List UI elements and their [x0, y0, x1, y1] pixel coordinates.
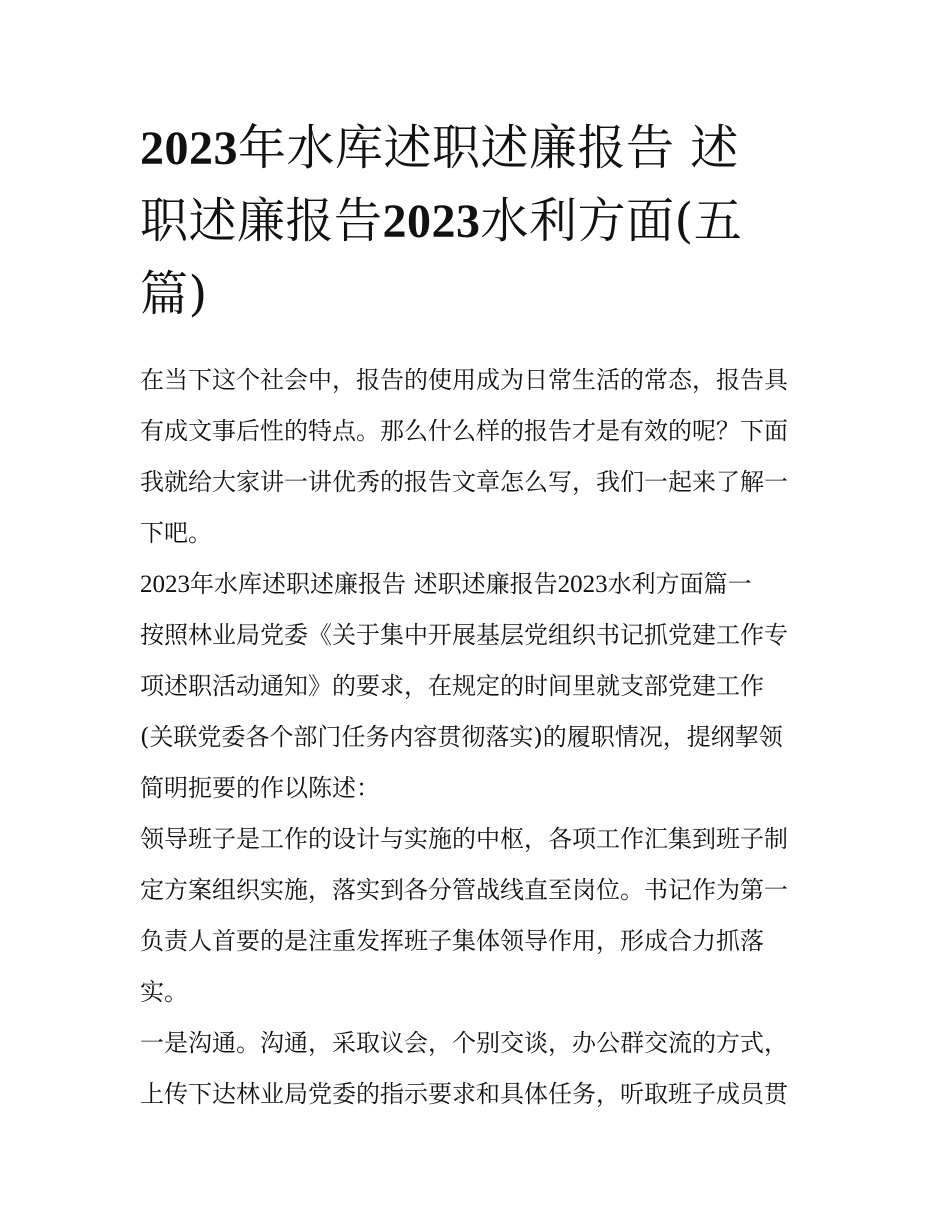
- title-text: 篇): [140, 266, 208, 322]
- body-line: 上传下达林业局党委的指示要求和具体任务，听取班子成员贯: [140, 1080, 788, 1108]
- document-body: [140, 355, 830, 1120]
- section-year: 2023: [140, 571, 190, 598]
- title-text: 职述廉报告: [140, 193, 383, 249]
- section-text: 水利方面篇一: [607, 570, 752, 598]
- title-line: [140, 185, 820, 258]
- body-line: 我就给大家讲一讲优秀的报告文章怎么写，我们一起来了解一: [140, 468, 788, 496]
- body-line: 在当下这个社会中，报告的使用成为日常生活的常态，报告具: [140, 366, 788, 394]
- document-title: [140, 112, 820, 330]
- body-line: 项述职活动通知》的要求，在规定的时间里就支部党建工作: [140, 672, 764, 700]
- title-text: 年水库述职述廉报告 述: [238, 120, 739, 176]
- title-line: [140, 112, 820, 185]
- body-line: 一是沟通。沟通，采取议会，个别交谈，办公群交流的方式，: [140, 1029, 788, 1057]
- section-year: 2023: [557, 571, 608, 598]
- body-line: 定方案组织实施，落实到各分管战线直至岗位。书记作为第一: [140, 876, 788, 904]
- body-line: (关联党委各个部门任务内容贯彻落实)的履职情况，提纲挈领: [140, 723, 783, 751]
- section-text: 年水库述职述廉报告 述职述廉报告: [190, 570, 558, 598]
- title-year: 2023: [140, 122, 238, 175]
- title-year: 2023: [382, 195, 481, 248]
- section-heading: [140, 559, 830, 610]
- body-line: 按照林业局党委《关于集中开展基层党组织书记抓党建工作专: [140, 621, 788, 649]
- title-line: [140, 258, 820, 330]
- body-line: 负责人首要的是注重发挥班子集体领导作用，形成合力抓落: [140, 927, 764, 955]
- body-line: 领导班子是工作的设计与实施的中枢，各项工作汇集到班子制: [140, 825, 788, 853]
- body-line: 下吧。: [140, 519, 212, 547]
- body-line: 有成文事后性的特点。那么什么样的报告才是有效的呢？下面: [140, 417, 788, 445]
- body-line: 实。: [140, 978, 188, 1006]
- title-text: 水利方面(五: [480, 193, 743, 249]
- body-line: 简明扼要的作以陈述：: [140, 774, 380, 802]
